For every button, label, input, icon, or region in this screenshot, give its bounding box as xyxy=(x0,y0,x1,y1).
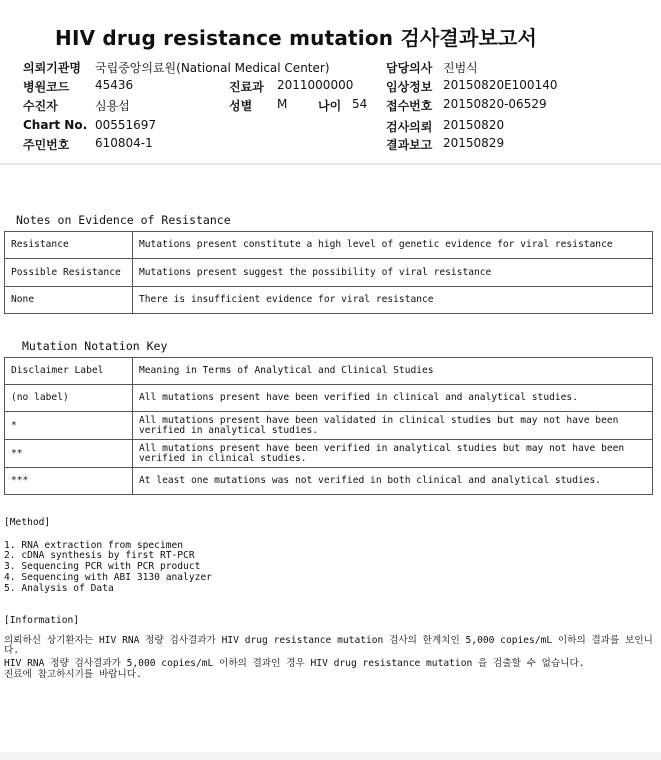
patient-label: 수진자 xyxy=(23,99,58,113)
hospital-code-label: 병원코드 xyxy=(23,80,70,94)
method-step: 5. Analysis of Data xyxy=(4,583,114,594)
doctor-value: 진범식 xyxy=(443,61,478,75)
notes-desc-cell: Mutations present constitute a high level of genetic evidence for viral resistance xyxy=(133,232,653,259)
doctor-label: 담당의사 xyxy=(386,61,433,75)
table-row xyxy=(5,412,653,440)
key-label-cell: Disclaimer Label xyxy=(5,358,133,385)
information-line: HIV RNA 정량 검사결과가 5,000 copies/mL 이하의 결과인 경우 HIV drug resistance mutation 을 검출할 수 없습니다. xyxy=(4,658,585,669)
age-value: 54 xyxy=(352,97,368,111)
mutation-key-title: Mutation Notation Key xyxy=(22,339,168,353)
institution-label: 의뢰기관명 xyxy=(23,61,81,75)
report-date-value: 20150829 xyxy=(443,136,505,150)
key-desc-cell: At least one mutations was not verified in both clinical and analytical studies. xyxy=(133,468,653,495)
notes-desc-cell: There is insufficient evidence for viral resistance xyxy=(133,287,653,314)
dept-value: 2011000000 xyxy=(277,78,354,92)
key-desc-cell: All mutations present have been validated in clinical studies but may not have been verified in analytical studies. xyxy=(133,412,653,440)
method-step: 4. Sequencing with ABI 3130 analyzer xyxy=(4,572,212,583)
table-row xyxy=(5,358,653,385)
information-title: [Information] xyxy=(4,615,80,626)
method-step: 3. Sequencing PCR with PCR product xyxy=(4,561,201,572)
notes-title: Notes on Evidence of Resistance xyxy=(16,213,231,227)
dept-label: 진료과 xyxy=(229,80,264,94)
test-request-value: 20150820 xyxy=(443,118,505,132)
method-title: [Method] xyxy=(4,517,51,528)
information-line: 의뢰하신 상기환자는 HIV RNA 정량 검사결과가 HIV drug resistance mutation 검사의 한계치인 5,000 copies/mL 이하의 결과를 보인니다. xyxy=(4,635,653,656)
mutation-key-table xyxy=(4,357,653,495)
notes-label-cell: Resistance xyxy=(5,232,133,259)
key-desc-cell: All mutations present have been verified in clinical and analytical studies. xyxy=(133,385,653,412)
key-label-cell: * xyxy=(5,412,133,440)
receipt-no-value: 20150820-06529 xyxy=(443,97,547,111)
hospital-code-value: 45436 xyxy=(95,78,134,92)
resident-id-value: 610804-1 xyxy=(95,136,153,150)
table-row xyxy=(5,287,653,314)
chart-no-value: 00551697 xyxy=(95,118,157,132)
institution-value: 국립중앙의료원(National Medical Center) xyxy=(95,61,330,75)
test-request-label: 검사의뢰 xyxy=(386,120,433,134)
clinical-info-value: 20150820E100140 xyxy=(443,78,558,92)
sex-label: 성별 xyxy=(229,99,253,113)
age-label: 나이 xyxy=(318,99,342,113)
receipt-no-label: 접수번호 xyxy=(386,99,433,113)
clinical-info-label: 임상정보 xyxy=(386,80,433,94)
table-row xyxy=(5,232,653,259)
key-desc-cell: Meaning in Terms of Analytical and Clinical Studies xyxy=(133,358,653,385)
notes-label-cell: None xyxy=(5,287,133,314)
information-line: 진료에 참고하시기를 바랍니다. xyxy=(4,669,142,680)
sex-value: M xyxy=(277,97,288,111)
table-row xyxy=(5,385,653,412)
key-label-cell: ** xyxy=(5,440,133,468)
method-step: 1. RNA extraction from specimen xyxy=(4,540,184,551)
table-row xyxy=(5,468,653,495)
key-desc-cell: All mutations present have been verified in analytical studies but may not have been verified in clinical studies. xyxy=(133,440,653,468)
patient-value: 심용섭 xyxy=(95,99,130,113)
notes-table xyxy=(4,231,653,314)
notes-label-cell: Possible Resistance xyxy=(5,259,133,287)
header-divider xyxy=(0,163,661,165)
key-label-cell: (no label) xyxy=(5,385,133,412)
resident-id-label: 주민번호 xyxy=(23,138,70,152)
notes-desc-cell: Mutations present suggest the possibility of viral resistance xyxy=(133,259,653,287)
key-label-cell: *** xyxy=(5,468,133,495)
method-step: 2. cDNA synthesis by first RT-PCR xyxy=(4,550,195,561)
chart-no-label: Chart No. xyxy=(23,118,88,132)
table-row xyxy=(5,259,653,287)
report-date-label: 결과보고 xyxy=(386,138,433,152)
report-title: HIV drug resistance mutation 검사결과보고서 xyxy=(55,26,538,50)
table-row xyxy=(5,440,653,468)
